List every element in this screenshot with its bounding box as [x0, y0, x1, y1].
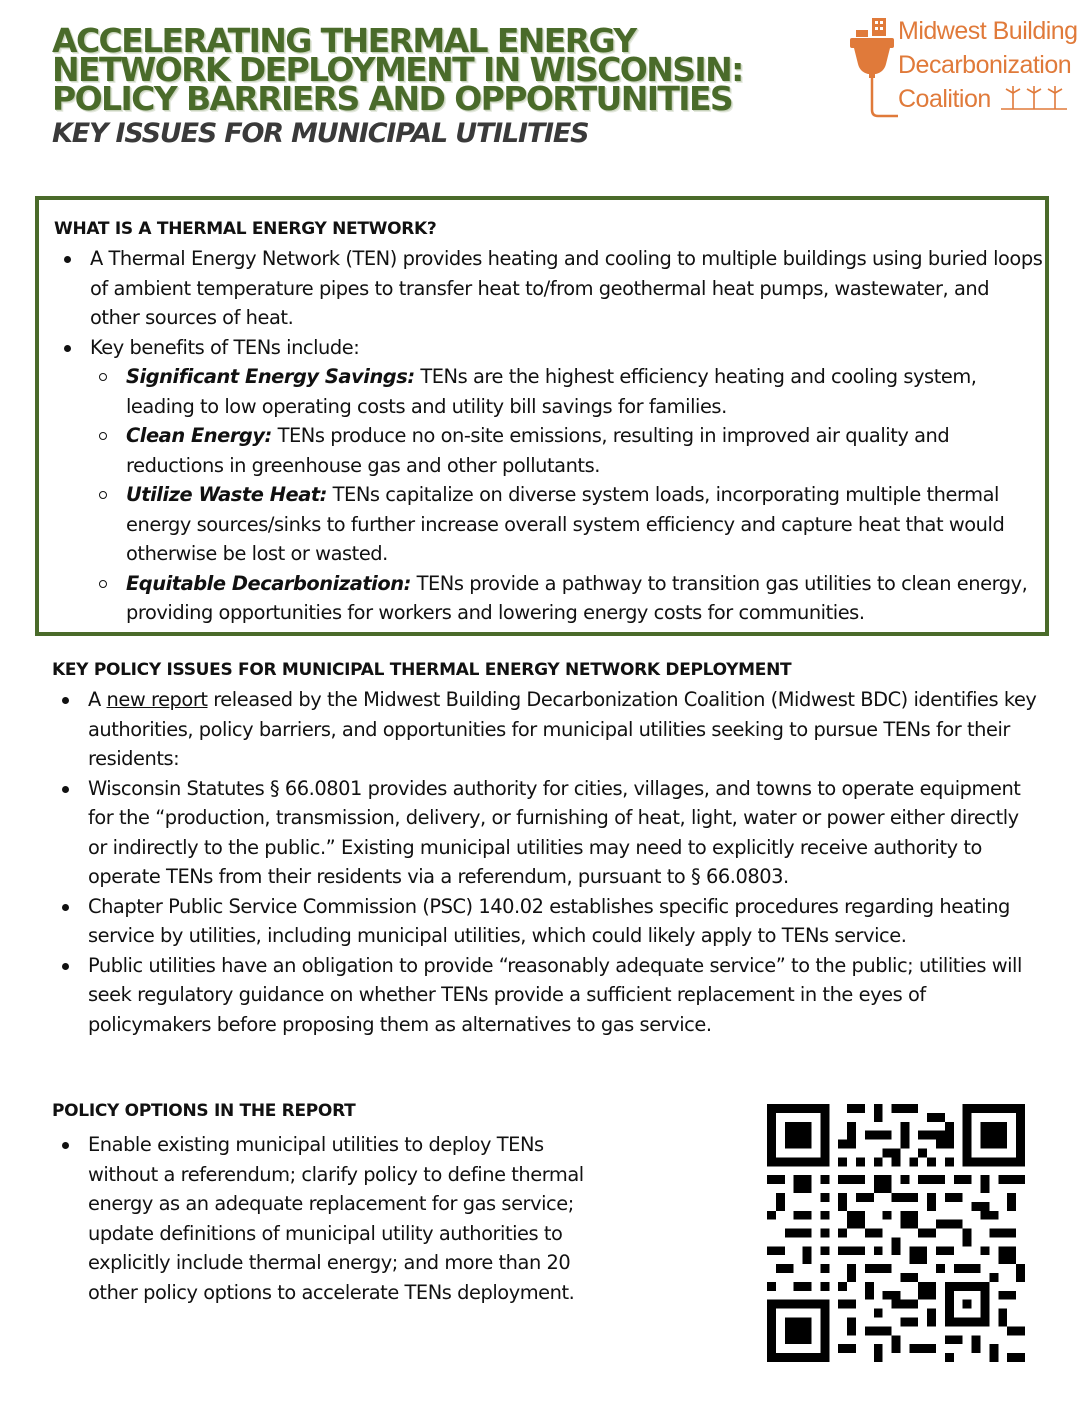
bullet-text: Public utilities have an obligation to provide “reasonably adequate service” to the public; utilities will seek regulatory guidance on whether TENs provide a sufficient replacement in the eyes of policymakers before proposing them as alternatives to gas service. [88, 953, 1022, 1036]
list-item [52, 685, 1042, 774]
section-heading-policy-options: POLICY OPTIONS IN THE REPORT [52, 1101, 356, 1121]
coalition-logo [842, 14, 1078, 124]
what-is-list [54, 244, 1044, 628]
plug-building-icon [842, 14, 898, 124]
benefit-lead: Clean Energy: [126, 424, 272, 447]
benefit-lead: Significant Energy Savings: [126, 365, 415, 388]
qr-code-icon[interactable] [767, 1104, 1025, 1362]
benefit-item [90, 421, 1044, 480]
benefit-text: TENs are the highest efficiency heating and cooling system, leading to low operating costs and utility bill savings for families. [126, 365, 977, 418]
logo-line-1: Midwest Building [898, 17, 1078, 45]
page-title-line-3: POLICY BARRIERS AND OPPORTUNITIES [52, 79, 733, 118]
benefit-text: TENs produce no on-site emissions, resulting in improved air quality and reductions in greenhouse gas and other pollutants. [126, 424, 950, 477]
list-item [54, 333, 1044, 628]
bullet-text: Wisconsin Statutes § 66.0801 provides authority for cities, villages, and towns to operate equipment for the “production, transmission, delivery, or furnishing of heat, light, water or power either directly or indirectly to the public.” Existing municipal utilities may need to explicitly receive authority to operate TENs from their residents via a referendum, pursuant to § 66.0803. [88, 776, 1021, 888]
policy-options-list [52, 1130, 592, 1307]
list-item [52, 1130, 592, 1307]
page-title-line-2: NETWORK DEPLOYMENT IN WISCONSIN: [52, 50, 743, 89]
benefit-item [90, 362, 1044, 421]
key-issues-list [52, 685, 1042, 1039]
benefit-text: TENs capitalize on diverse system loads, incorporating multiple thermal energy sources/sinks to further increase overall system efficiency and capture heat that would otherwise be lost or wasted. [126, 483, 1005, 565]
wind-turbines-icon [1001, 85, 1067, 111]
benefit-item [90, 569, 1044, 628]
page-title-line-1: ACCELERATING THERMAL ENERGY [52, 21, 636, 60]
bullet-text: Chapter Public Service Commission (PSC) 140.02 establishes specific procedures regarding heating service by utilities, including municipal utilities, which could likely apply to TENs service. [88, 894, 1010, 947]
benefit-item [90, 480, 1044, 569]
section-heading-key-issues: KEY POLICY ISSUES FOR MUNICIPAL THERMAL ENERGY NETWORK DEPLOYMENT [52, 660, 792, 680]
logo-line-2: Decarbonization [898, 51, 1072, 79]
bullet-text: Enable existing municipal utilities to deploy TENs without a referendum; clarify policy to define thermal energy as an adequate replacement for gas service; update definitions of municipal utility authorities to explicitly include thermal energy; and more than 20 other policy options to accelerate TENs deployment. [88, 1133, 584, 1304]
new-report-link[interactable]: new report [106, 688, 208, 711]
section-heading-what-is: WHAT IS A THERMAL ENERGY NETWORK? [54, 219, 437, 239]
benefit-lead: Utilize Waste Heat: [126, 483, 327, 506]
bullet-text: A Thermal Energy Network (TEN) provides heating and cooling to multiple buildings using buried loops of ambient temperature pipes to transfer heat to/from geothermal heat pumps, wastewater, and other sources of heat. [90, 247, 1043, 329]
benefit-text: TENs provide a pathway to transition gas utilities to clean energy, providing opportunities for workers and lowering energy costs for communities. [126, 571, 1028, 624]
list-item [52, 774, 1042, 892]
page-subtitle: KEY ISSUES FOR MUNICIPAL UTILITIES [52, 118, 589, 149]
bullet-text-post: released by the Midwest Building Decarbonization Coalition (Midwest BDC) identifies key authorities, policy barriers, and opportunities for municipal utilities seeking to pursue TENs for their residents: [88, 688, 1037, 770]
page-title-block [52, 21, 832, 151]
logo-text [898, 14, 1078, 116]
logo-line-3: Coalition [898, 85, 991, 113]
list-item [52, 951, 1042, 1040]
benefits-list [90, 362, 1044, 628]
list-item [54, 244, 1044, 333]
bullet-text-pre: A [88, 688, 107, 711]
benefit-lead: Equitable Decarbonization: [126, 571, 411, 595]
bullet-text: Key benefits of TENs include: [90, 335, 360, 359]
list-item [52, 892, 1042, 951]
what-is-ten-box [35, 196, 1049, 636]
